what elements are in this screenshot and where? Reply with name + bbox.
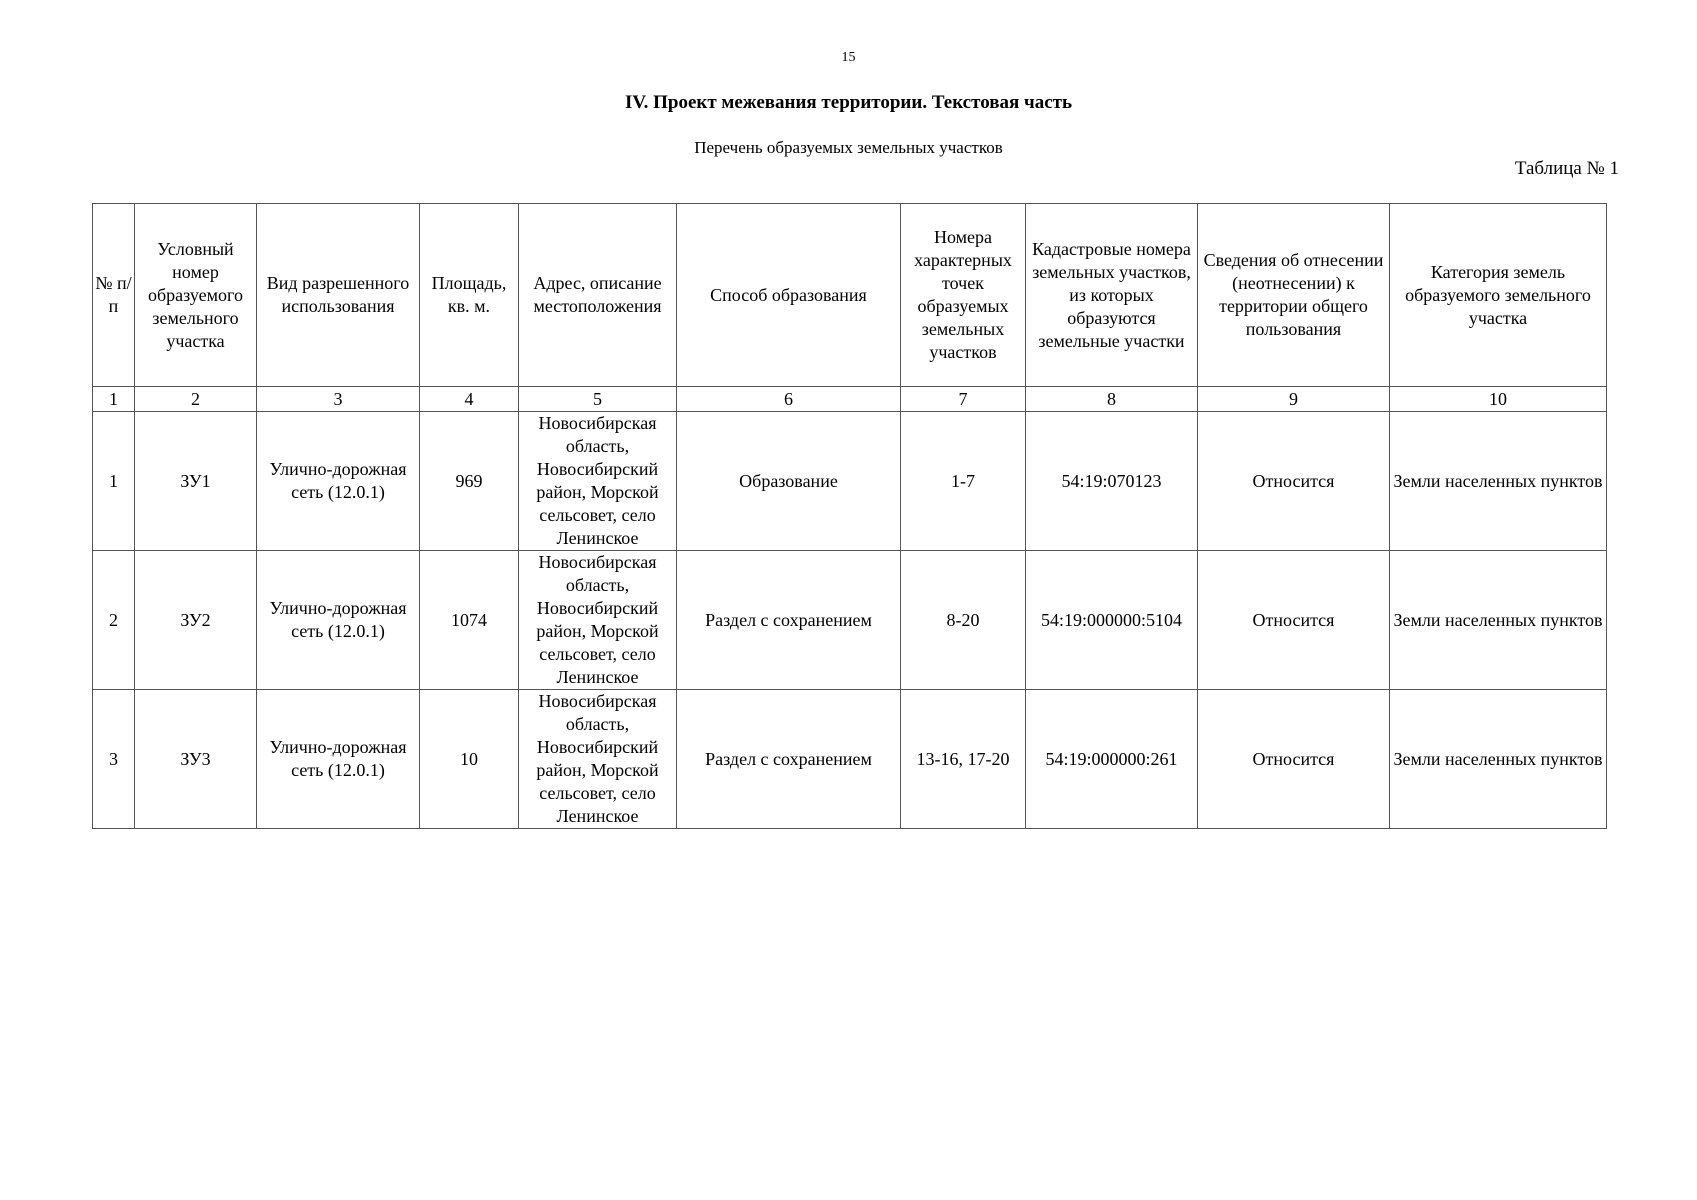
table-row	[93, 412, 1607, 551]
header-cell-area: Площадь, кв. м.	[420, 204, 519, 387]
cell-address: Новосибирская область, Новосибирский район, Морской сельсовет, село Ленинское	[519, 690, 677, 829]
cell-cadastral-number: 54:19:000000:261	[1026, 690, 1198, 829]
column-number-cell: 4	[420, 387, 519, 412]
cell-public-use: Относится	[1198, 690, 1390, 829]
header-cell-public-use: Сведения об отнесении (неотнесении) к территории общего пользования	[1198, 204, 1390, 387]
cell-formation-method: Раздел с сохранением	[677, 551, 901, 690]
cell-land-category: Земли населенных пунктов	[1390, 690, 1607, 829]
cell-plot-code: ЗУ2	[135, 551, 257, 690]
cell-address: Новосибирская область, Новосибирский район, Морской сельсовет, село Ленинское	[519, 551, 677, 690]
column-number-row	[93, 387, 1607, 412]
cell-points: 13-16, 17-20	[901, 690, 1026, 829]
cell-permitted-use: Улично-дорожная сеть (12.0.1)	[257, 690, 420, 829]
cell-address: Новосибирская область, Новосибирский район, Морской сельсовет, село Ленинское	[519, 412, 677, 551]
header-cell-plot-code: Условный номер образуемого земельного участка	[135, 204, 257, 387]
column-number-cell: 1	[93, 387, 135, 412]
cell-public-use: Относится	[1198, 412, 1390, 551]
column-number-cell: 5	[519, 387, 677, 412]
column-number-cell: 7	[901, 387, 1026, 412]
header-cell-land-category: Категория земель образуемого земельного участка	[1390, 204, 1607, 387]
cell-land-category: Земли населенных пунктов	[1390, 551, 1607, 690]
table-subtitle: Перечень образуемых земельных участков	[694, 138, 1003, 157]
cell-permitted-use: Улично-дорожная сеть (12.0.1)	[257, 551, 420, 690]
column-number-cell: 9	[1198, 387, 1390, 412]
cell-cadastral-number: 54:19:000000:5104	[1026, 551, 1198, 690]
column-number-cell: 10	[1390, 387, 1607, 412]
cell-plot-code: ЗУ1	[135, 412, 257, 551]
cell-number: 1	[93, 412, 135, 551]
table-row	[93, 551, 1607, 690]
header-cell-address: Адрес, описание местоположения	[519, 204, 677, 387]
column-number-cell: 8	[1026, 387, 1198, 412]
cell-land-category: Земли населенных пунктов	[1390, 412, 1607, 551]
cell-number: 2	[93, 551, 135, 690]
column-number-cell: 6	[677, 387, 901, 412]
table-header-row	[93, 204, 1607, 387]
cell-area: 10	[420, 690, 519, 829]
cell-cadastral-number: 54:19:070123	[1026, 412, 1198, 551]
table-label: Таблица № 1	[1514, 158, 1619, 179]
cell-formation-method: Образование	[677, 412, 901, 551]
cell-area: 969	[420, 412, 519, 551]
table-row	[93, 690, 1607, 829]
header-cell-points: Номера характерных точек образуемых земельных участков	[901, 204, 1026, 387]
cell-area: 1074	[420, 551, 519, 690]
cell-plot-code: ЗУ3	[135, 690, 257, 829]
land-plots-table	[92, 203, 1607, 829]
header-cell-cadastral-numbers: Кадастровые номера земельных участков, из которых образуются земельные участки	[1026, 204, 1198, 387]
cell-permitted-use: Улично-дорожная сеть (12.0.1)	[257, 412, 420, 551]
cell-formation-method: Раздел с сохранением	[677, 690, 901, 829]
column-number-cell: 3	[257, 387, 420, 412]
cell-public-use: Относится	[1198, 551, 1390, 690]
header-cell-permitted-use: Вид разрешенного использования	[257, 204, 420, 387]
header-cell-number: № п/п	[93, 204, 135, 387]
cell-points: 1-7	[901, 412, 1026, 551]
page-number: 15	[841, 50, 856, 65]
section-title: IV. Проект межевания территории. Текстовая часть	[624, 92, 1073, 113]
cell-points: 8-20	[901, 551, 1026, 690]
cell-number: 3	[93, 690, 135, 829]
column-number-cell: 2	[135, 387, 257, 412]
header-cell-formation-method: Способ образования	[677, 204, 901, 387]
